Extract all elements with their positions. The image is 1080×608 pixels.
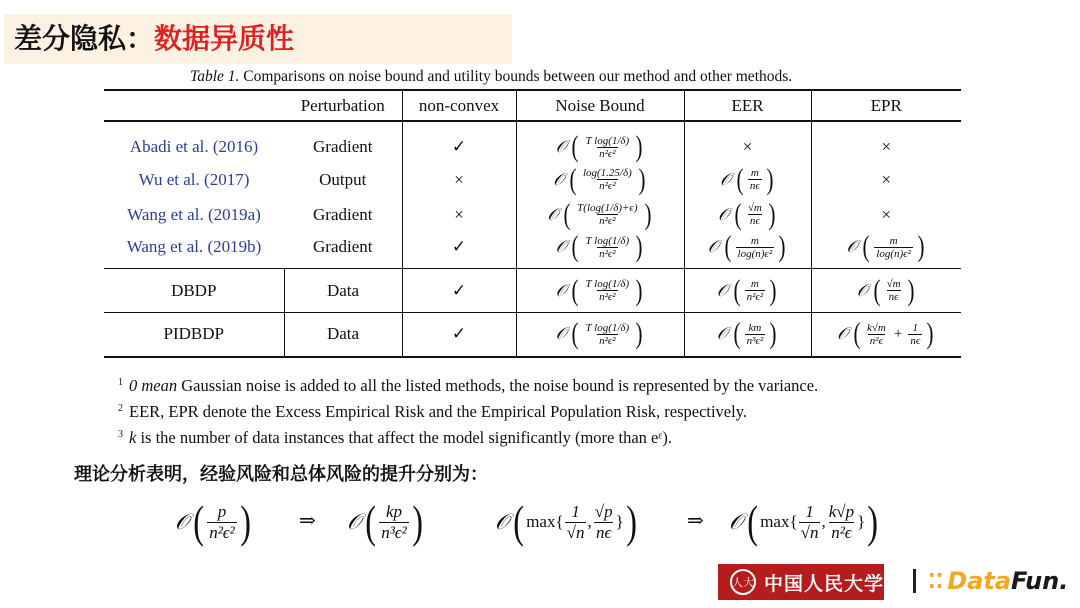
epr-cell: 𝒪 ( $\frac{m}{\text{log(n)ϵ²}}$ ) <box>811 232 961 269</box>
footnote-3: $^3$ k is the number of data instances that affect the model significantly (more than eᵋ). <box>118 428 672 447</box>
epr-cell: × <box>811 197 961 232</box>
epr-cell: 𝒪 ( $\frac{k√m}{\text{n²ϵ}}$ + $\frac{1}{n\epsilon}$ ) <box>811 313 961 357</box>
ruc-seal-icon: 人大 <box>730 569 756 595</box>
epr-cell: 𝒪 ( $\frac{√m}{n\epsilon}$ ) <box>811 269 961 313</box>
method-cell[interactable]: Wang et al. (2019b) <box>126 237 262 256</box>
eer-cell: 𝒪 ( $\frac{m}{\text{n²ϵ²}}$ ) <box>684 269 811 313</box>
implies-arrow: ⇒ <box>299 510 316 532</box>
footnote-2: $^2$ EER, EPR denote the Excess Empirical Risk and the Empirical Population Risk, respectively. <box>118 402 748 421</box>
method-cell[interactable]: Wang et al. (2019a) <box>127 204 261 224</box>
fraction: $\frac{1}{n\epsilon}$ <box>910 321 921 347</box>
nonconvex-cell: ✓ <box>402 269 516 313</box>
eer-cell: 𝒪 ( $\frac{km}{\text{n³ϵ²}}$ ) <box>684 313 811 357</box>
fraction: $\frac{m}{\text{log(n)ϵ²}}$ <box>737 234 773 260</box>
epr-cell: × <box>811 162 961 197</box>
perturbation-cell: Output <box>319 169 367 189</box>
header-epr: EPR <box>811 90 961 121</box>
noise-bound-cell: 𝒪 ( $\frac{\text{T log(1/δ)}}{\text{n²ϵ²}}$ ) <box>516 269 684 313</box>
header-noise-bound: Noise Bound <box>516 90 684 121</box>
caption-text: Comparisons on noise bound and utility bounds between our method and other methods. <box>239 68 793 85</box>
fraction: $\frac{\text{T log(1/δ)}}{\text{n²ϵ²}}$ <box>585 321 630 347</box>
header-perturbation: Perturbation <box>300 95 385 115</box>
fraction: $\frac{\text{T log(1/δ)}}{\text{n²ϵ²}}$ <box>585 278 630 303</box>
table-row <box>104 162 961 197</box>
table-row <box>104 313 961 357</box>
fraction: $\frac{k√m}{\text{n²ϵ}}$ <box>866 321 886 347</box>
method-cell[interactable]: Abadi et al. (2016) <box>129 137 259 156</box>
eer-cell: × <box>684 121 811 162</box>
fraction: $\frac{\text{T log(1/δ)}}{\text{n²ϵ²}}$ <box>585 234 630 260</box>
paren-left: ( <box>571 130 579 163</box>
nonconvex-cell: × <box>402 162 516 197</box>
paren-right: ) <box>635 130 643 163</box>
ruc-logo <box>718 564 884 600</box>
table-row <box>104 121 961 162</box>
fraction: $\frac{m}{n\epsilon}$ <box>749 167 760 192</box>
datafun-wordmark: DataFun. <box>947 567 1069 595</box>
nonconvex-cell: ✓ <box>402 313 516 357</box>
equation-epr-before: 𝒪 ( max{ $\frac{1}{√n}$ , $\frac{√p}{n\epsilon}$ } ) <box>495 496 637 547</box>
fraction: $\frac{\text{T log(1/δ)}}{\text{n²ϵ²}}$ <box>585 134 630 160</box>
nonconvex-cell: ✓ <box>402 232 516 269</box>
method-cell[interactable]: Wu et al. (2017) <box>138 169 250 189</box>
perturbation-cell: Data <box>284 269 402 313</box>
equation-eer-before: 𝒪 ( $\frac{p}{\text{n²ϵ²}}$ ) <box>175 496 251 547</box>
title-prefix: 差分隐私： <box>14 22 155 55</box>
noise-bound-cell: 𝒪 ( $\frac{\log(1.25/\delta)}{\text{n²ϵ²}}$ ) <box>516 162 684 197</box>
equation-eer-after: 𝒪 ( $\frac{kp}{\text{n³ϵ²}}$ ) <box>347 496 423 547</box>
perturbation-cell: Gradient <box>313 137 373 156</box>
header-nonconvex: non-convex <box>402 90 516 121</box>
header-eer: EER <box>684 90 811 121</box>
fraction: $\frac{m}{\text{n²ϵ²}}$ <box>746 278 764 303</box>
method-cell: DBDP <box>171 280 217 300</box>
epr-cell: × <box>811 121 961 162</box>
nonconvex-cell: × <box>402 197 516 232</box>
table-row <box>104 269 961 313</box>
analysis-statement: 理论分析表明，经验风险和总体风险的提升分别为： <box>74 464 488 485</box>
slide-title <box>14 20 294 58</box>
risk-equations <box>175 492 935 552</box>
header-method <box>104 90 284 121</box>
perturbation-cell: Gradient <box>313 204 373 224</box>
noise-bound-cell: 𝒪 ( $\frac{T(\log(1/\delta)+\epsilon)}{\text{n²ϵ²}}$ ) <box>516 197 684 232</box>
noise-bound-cell: 𝒪 ( $\frac{\text{T log(1/δ)}}{\text{n²ϵ²}}$ ) <box>516 313 684 357</box>
noise-bound-cell <box>516 121 684 162</box>
title-highlight: 数据异质性 <box>154 22 295 55</box>
eer-cell: 𝒪 ( $\frac{m}{n\epsilon}$ ) <box>684 162 811 197</box>
fraction: $\frac{T(\log(1/\delta)+\epsilon)}{\text{n²ϵ²}}$ <box>577 202 638 227</box>
fraction: $\frac{√m}{n\epsilon}$ <box>747 202 762 227</box>
table-header-row <box>104 90 961 121</box>
table-caption <box>190 68 792 86</box>
fraction: $\frac{\log(1.25/\delta)}{\text{n²ϵ²}}$ <box>582 167 632 192</box>
logo-divider <box>913 569 916 593</box>
noise-bound-cell: 𝒪 ( $\frac{\text{T log(1/δ)}}{\text{n²ϵ²}}$ ) <box>516 232 684 269</box>
equation-epr-after: 𝒪 ( max{ $\frac{1}{√n}$ , $\frac{k√p}{\text{n²ϵ}}$ } ) <box>729 496 879 547</box>
eer-cell: 𝒪 ( $\frac{m}{\text{log(n)ϵ²}}$ ) <box>684 232 811 269</box>
fraction: $\frac{√m}{n\epsilon}$ <box>886 278 901 303</box>
ruc-name: 中国人民大学 <box>764 572 885 595</box>
eer-cell: 𝒪 ( $\frac{√m}{n\epsilon}$ ) <box>684 197 811 232</box>
datafun-logo <box>928 565 1068 597</box>
footnote-1: $^1$ 0 mean Gaussian noise is added to all the listed methods, the noise bound is represented by the variance. <box>118 376 819 395</box>
comparison-table <box>104 89 961 358</box>
nonconvex-cell: ✓ <box>402 121 516 162</box>
perturbation-cell: Data <box>284 313 402 357</box>
perturbation-cell: Gradient <box>313 237 373 256</box>
bigO-symbol: 𝒪 <box>555 137 567 157</box>
datafun-dots-icon: ⁚⁚ <box>928 569 944 593</box>
fraction: $\frac{m}{\text{log(n)ϵ²}}$ <box>876 234 911 260</box>
fraction: $\frac{km}{\text{n³ϵ²}}$ <box>746 321 764 347</box>
table-row <box>104 232 961 269</box>
method-cell: PIDBDP <box>163 324 224 344</box>
table-row <box>104 197 961 232</box>
table-footnotes <box>118 371 818 449</box>
caption-label: Table 1. <box>190 68 240 85</box>
implies-arrow: ⇒ <box>687 510 704 532</box>
